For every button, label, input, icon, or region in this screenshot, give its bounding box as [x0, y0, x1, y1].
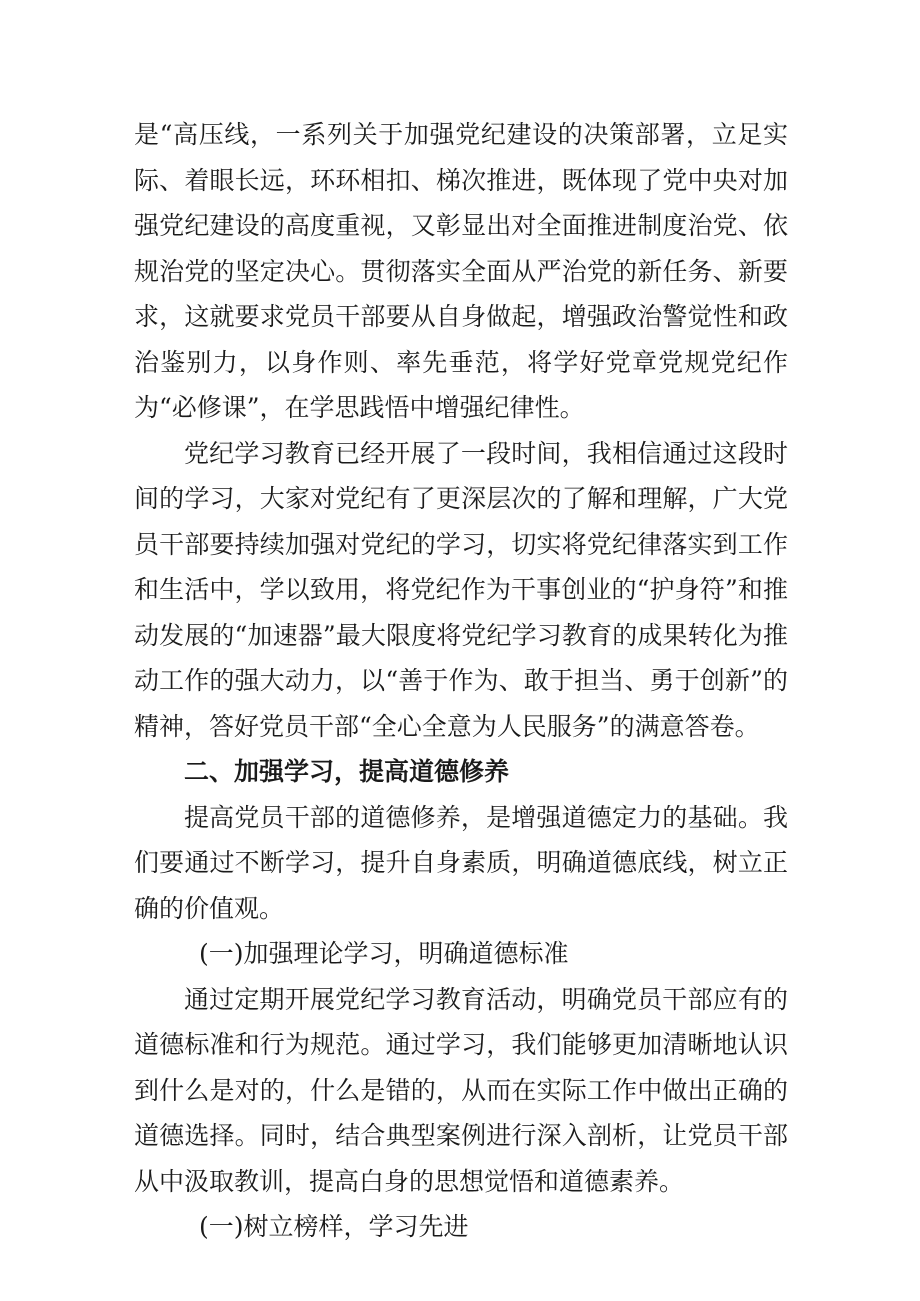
- body-paragraph-1: 是“高压线，一系列关于加强党纪建设的决策部署，立足实际、着眼长远，环环相扣、梯次推进，既体现了党中央对加强党纪建设的高度重视，又彰显出对全面推进制度治党、依规治党的坚定决心。贯彻落实全面从严治党的新任务、新要求，这就要求党员干部要从自身做起，增强政治警觉性和政治鉴别力，以身作则、率先垂范，将学好党章党规党纪作为“必修课”，在学思践悟中增强纪律性。: [134, 120, 788, 422]
- sub-heading-1: (一)加强理论学习，明确道德标准: [199, 939, 569, 968]
- sub-heading-2: (一)树立榜样，学习先进: [199, 1212, 469, 1241]
- body-paragraph-4: 通过定期开展党纪学习教育活动，明确党员干部应有的道德标准和行为规范。通过学习，我们能够更加清晰地认识到什么是对的，什么是错的，从而在实际工作中做出正确的道德选择。同时，结合典型案例进行深入剖析，让党员干部从中汲取教训，提高白身的思想觉悟和道德素养。: [134, 984, 788, 1196]
- section-heading-2: 二、加强学习，提高道德修养: [184, 757, 510, 786]
- body-paragraph-3: 提高党员干部的道德修养，是增强道德定力的基础。我们要通过不断学习，提升自身素质，明确道德底线，树立正确的价值观。: [134, 802, 788, 923]
- body-paragraph-2: 党纪学习教育已经开展了一段时间，我相信通过这段时间的学习，大家对党纪有了更深层次的了解和理解，广大党员干部要持续加强对党纪的学习，切实将党纪律落实到工作和生活中，学以致用，将党纪作为干事创业的“护身符”和推动发展的“加速器”最大限度将党纪学习教育的成果转化为推动工作的强大动力，以“善于作为、敢于担当、勇于创新”的精神，答好党员干部“全心全意为人民服务”的满意答卷。: [134, 438, 788, 741]
- document-body: [134, 112, 788, 1250]
